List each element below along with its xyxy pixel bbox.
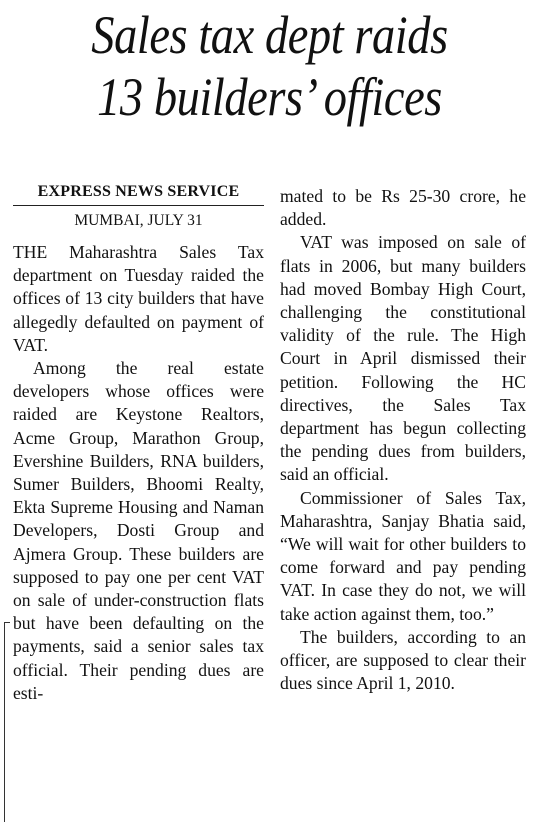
paragraph-vat-history: VAT was imposed on sale of flats in 2006, but many builders had moved Bombay High Court, challenging the constitutional validity of the rule. The High Court in April dismissed their petition. Following the HC directives, the Sales Tax department has begun collecting the pending dues from builders, said an official. [280, 232, 526, 485]
headline-line-2: 13 builders’ offices [97, 67, 442, 127]
byline: EXPRESS NEWS SERVICE [13, 182, 264, 206]
paragraph-continued: mated to be Rs 25-30 crore, he added. [280, 186, 526, 230]
paragraph-dues-deadline: The builders, according to an officer, are supposed to clear their dues since April 1, 2010. [280, 626, 526, 694]
column-divider [271, 184, 272, 816]
article-column-right [280, 185, 526, 695]
article-column-left [13, 182, 264, 705]
dateline: MUMBAI, JULY 31 [74, 212, 203, 229]
paragraph-commissioner-quote: Commissioner of Sales Tax, Maharashtra, Sanjay Bhatia said, “We will wait for other builders to come forward and pay pending VAT. In case they do not, we will take action against them, too.” [280, 487, 526, 624]
headline-line-1: Sales tax dept raids [91, 5, 448, 65]
paragraph-lead: THE Maharashtra Sales Tax department on Tuesday raided the offices of 13 city builders that have allegedly defaulted on payment of VAT. [13, 242, 264, 355]
clipping-margin-rule [4, 622, 5, 822]
paragraph-developers: Among the real estate developers whose offices were raided are Keystone Realtors, Acme Group, Marathon Group, Evershine Builders, RNA builders, Sumer Builders, Bhoomi Realty, Ekta Supreme Housing and Naman Developers, Dosti Group and Ajmera Group. These builders are supposed to pay one per cent VAT on sale of under-construction flats but have been defaulting on the payments, said a senior sales tax official. Their pending dues are esti- [13, 358, 264, 703]
clipping-margin-tick [4, 622, 10, 623]
headline [38, 4, 502, 128]
